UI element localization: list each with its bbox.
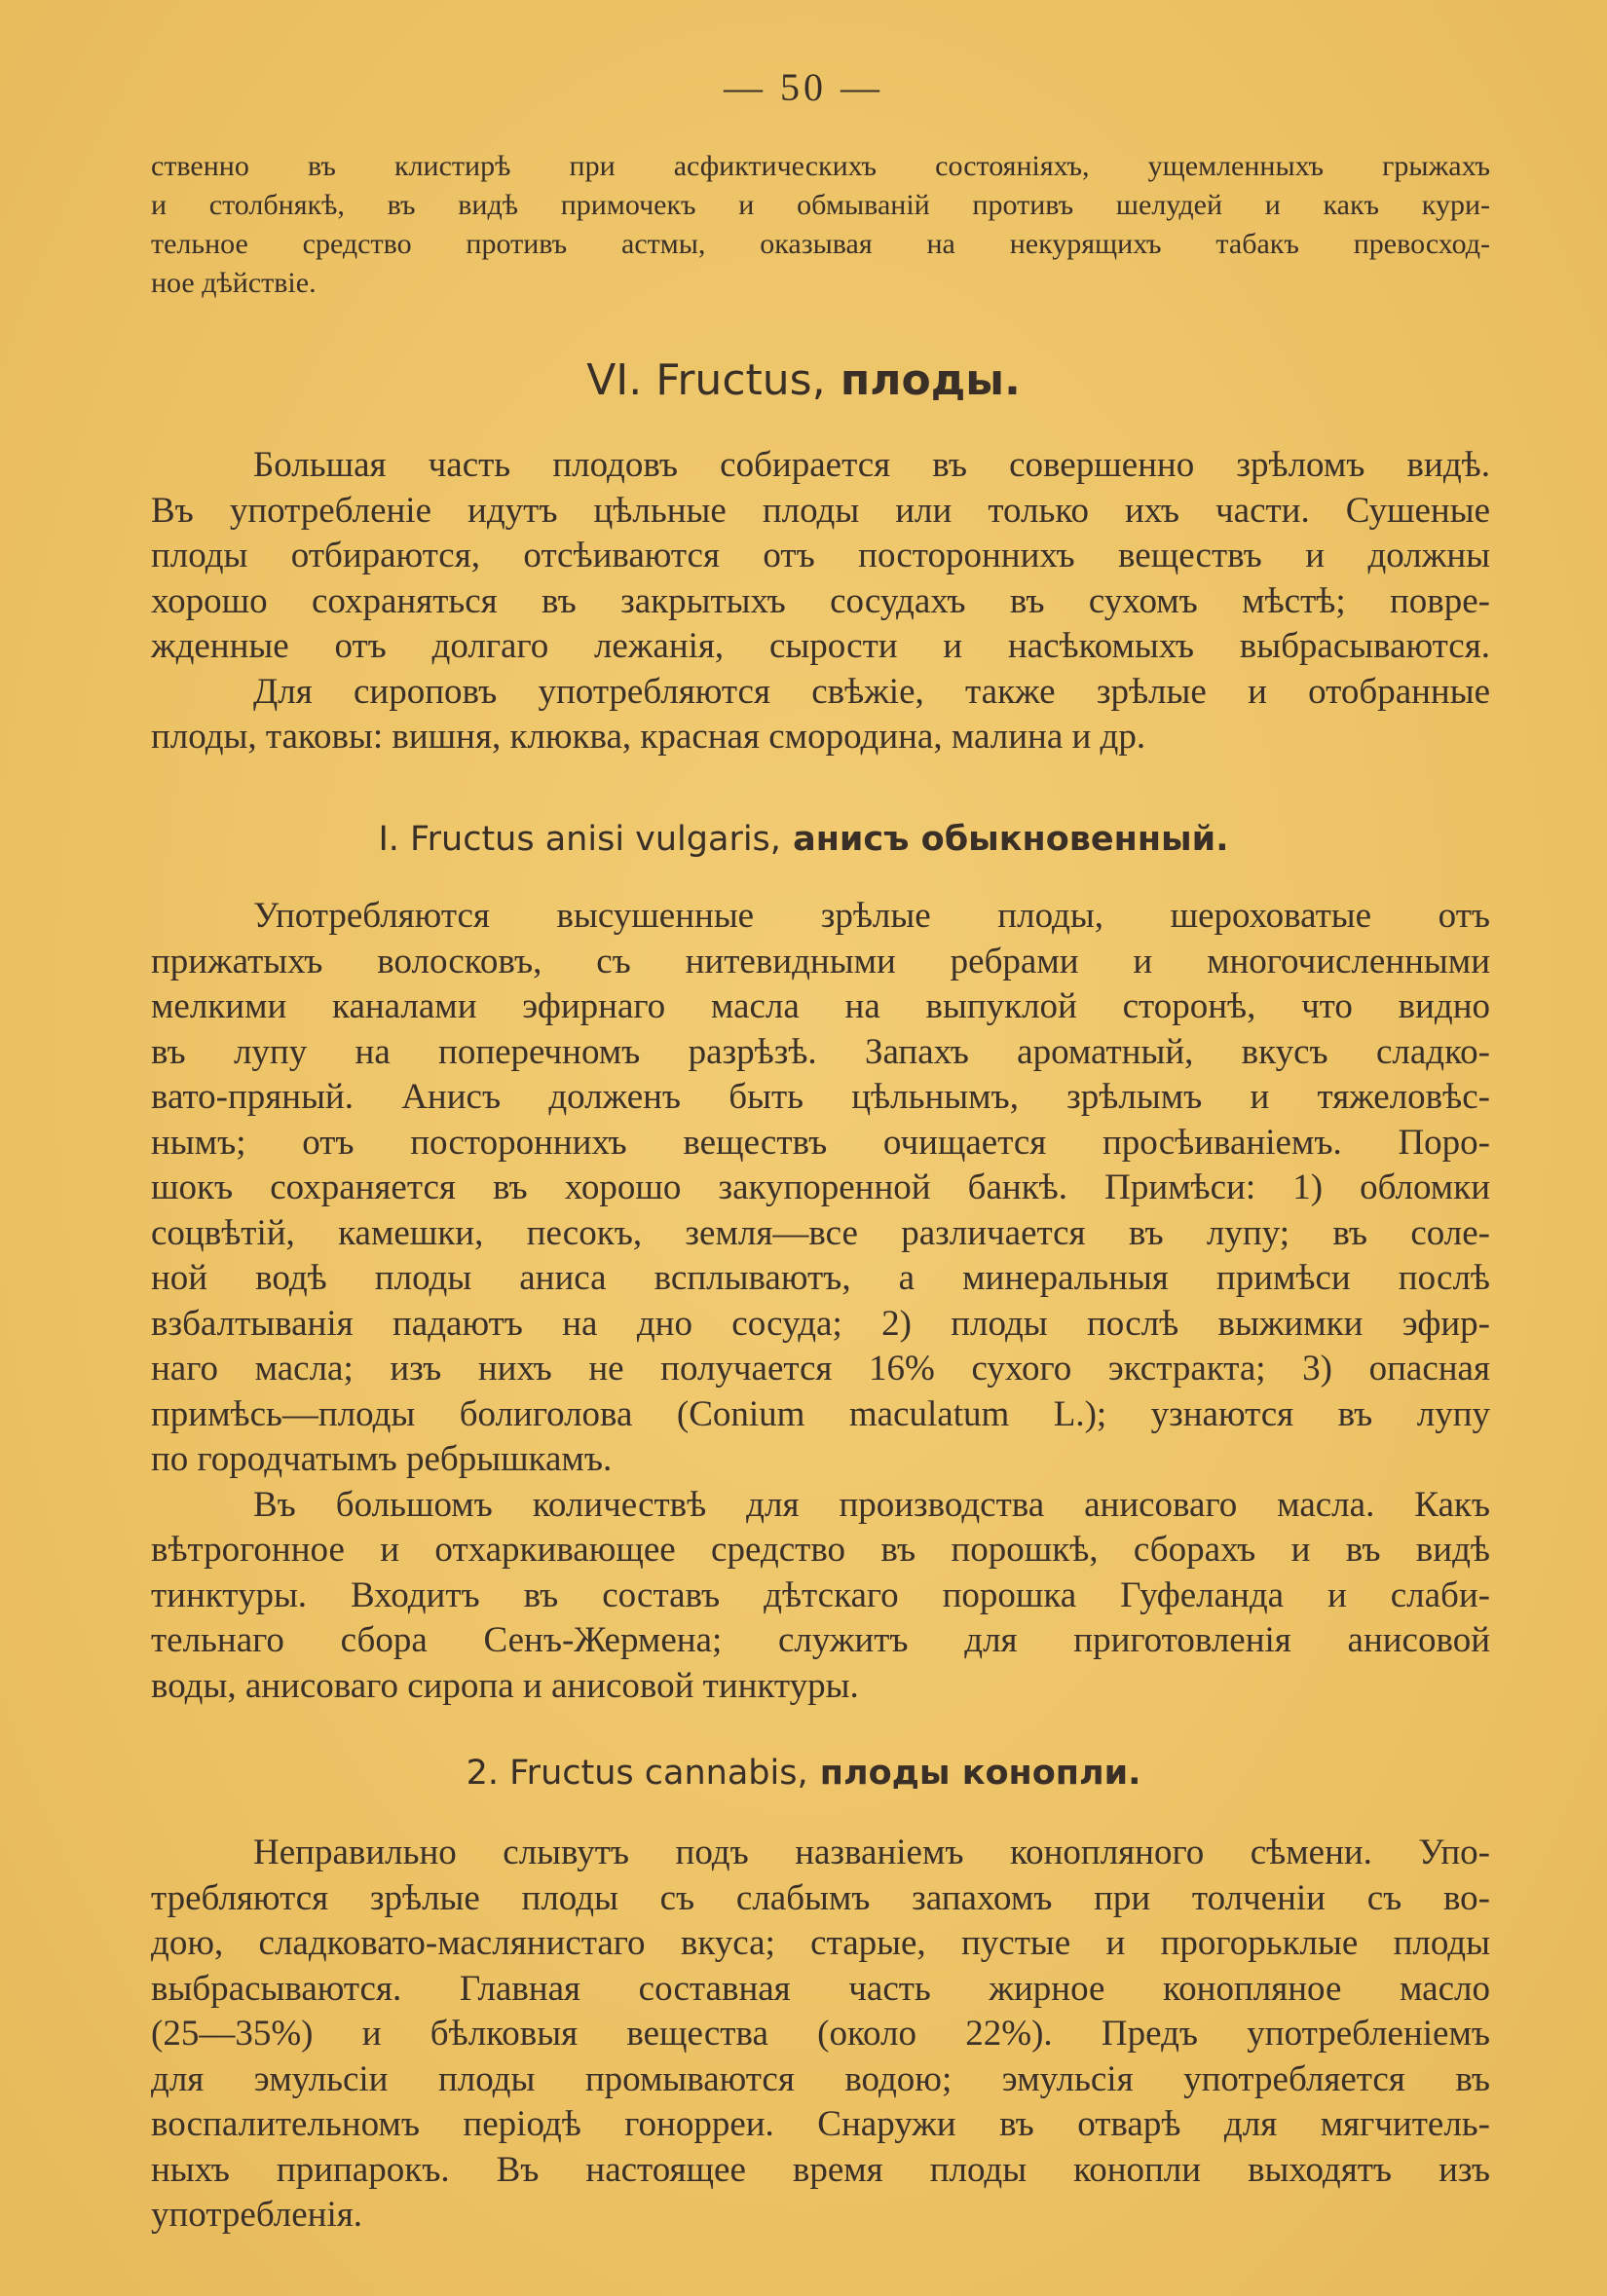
section-intro-line: хорошо сохраняться въ закрытыхъ сосудахъ въ сухомъ мѣстѣ; повре- xyxy=(151,580,1490,621)
section-intro xyxy=(151,443,1490,760)
item1-line: воды, анисоваго сиропа и анисовой тинктуры. xyxy=(151,1665,859,1706)
item1-heading xyxy=(0,820,1607,859)
item1-line: соцвѣтій, камешки, песокъ, земля—все различается въ лупу; въ соле- xyxy=(151,1212,1490,1253)
section-intro-line: Большая часть плодовъ собирается въ совершенно зрѣломъ видѣ. xyxy=(253,445,1490,485)
item2-line: для эмульсіи плоды промываются водою; эмульсія употребляется въ xyxy=(151,2058,1490,2099)
item1-line: вато-пряный. Анисъ долженъ быть цѣльнымъ, зрѣлымъ и тяжеловѣс- xyxy=(151,1077,1490,1117)
item1-line: тельнаго сбора Сенъ-Жермена; служитъ для приготовленія анисовой xyxy=(151,1620,1490,1660)
section-heading xyxy=(0,355,1607,405)
item2-heading-russian: плоды конопли. xyxy=(819,1754,1141,1793)
item1-heading-russian: анисъ обыкновенный. xyxy=(793,820,1229,859)
section-heading-russian: плоды. xyxy=(840,355,1021,405)
item1-line: примѣсь—плоды болиголова (Conium maculatum L.); узнаются въ лупу xyxy=(151,1393,1490,1434)
page-number: — 50 — xyxy=(724,65,883,109)
intro-paragraph xyxy=(151,147,1490,303)
item1-line: Въ большомъ количествѣ для производства анисоваго масла. Какъ xyxy=(253,1484,1490,1525)
intro-line: тельное средство противъ астмы, оказывая на некурящихъ табакъ превосход- xyxy=(151,228,1490,260)
item1-line: нымъ; отъ постороннихъ веществъ очищается просѣиваніемъ. Поро- xyxy=(151,1122,1490,1163)
item2-heading xyxy=(0,1754,1607,1793)
item1-heading-latin: I. Fructus anisi vulgaris, xyxy=(378,820,781,859)
item1-line: тинктуры. Входитъ въ составъ дѣтскаго порошка Гуфеланда и слаби- xyxy=(151,1574,1490,1615)
item1-line: прижатыхъ волосковъ, съ нитевидными ребрами и многочисленными xyxy=(151,941,1490,981)
item1-line: вѣтрогонное и отхаркивающее средство въ порошкѣ, сборахъ и въ видѣ xyxy=(151,1530,1490,1570)
item2-line: воспалительномъ періодѣ гонорреи. Снаружи въ отварѣ для мягчитель- xyxy=(151,2104,1490,2144)
section-intro-line: плоды отбираются, отсѣиваются отъ постороннихъ веществъ и должны xyxy=(151,536,1490,575)
item1-line: наго масла; изъ нихъ не получается 16% сухого экстракта; 3) опасная xyxy=(151,1349,1490,1389)
item1-line: въ лупу на поперечномъ разрѣзѣ. Запахъ ароматный, вкусъ сладко- xyxy=(151,1031,1490,1072)
item1-line: взбалтыванія падаютъ на дно сосуда; 2) плоды послѣ выжимки эфир- xyxy=(151,1303,1490,1344)
item1-line: по городчатымъ ребрышкамъ. xyxy=(151,1439,613,1479)
item2-line: Неправильно слывутъ подъ названіемъ конопляного сѣмени. Упо- xyxy=(253,1833,1490,1872)
item2-line: (25—35%) и бѣлковыя вещества (около 22%). Предъ употребленіемъ xyxy=(151,2014,1490,2054)
item1-text xyxy=(151,894,1490,1709)
intro-line: и столбнякѣ, въ видѣ примочекъ и обмываній противъ шелудей и какъ кури- xyxy=(151,189,1490,221)
section-intro-line: жденные отъ долгаго лежанія, сырости и насѣкомыхъ выбрасываются. xyxy=(151,626,1490,666)
item1-line: шокъ сохраняется въ хорошо закупоренной банкѣ. Примѣси: 1) обломки xyxy=(151,1167,1490,1207)
item2-line: дою, сладковато-маслянистаго вкуса; старые, пустые и прогорьклые плоды xyxy=(151,1923,1490,1963)
item2-heading-latin: 2. Fructus cannabis, xyxy=(466,1754,808,1793)
section-intro-line: Для сироповъ употребляются свѣжіе, также зрѣлые и отобранные xyxy=(253,671,1490,712)
item2-line: выбрасываются. Главная составная часть жирное конопляное масло xyxy=(151,1968,1490,2009)
section-heading-latin: VI. Fructus, xyxy=(586,355,826,405)
intro-line: ное дѣйствіе. xyxy=(151,267,317,299)
item2-line: употребленія. xyxy=(151,2195,362,2235)
item2-text xyxy=(151,1831,1490,2239)
section-intro-line: Въ употребленіе идутъ цѣльные плоды или только ихъ части. Сушеные xyxy=(151,490,1490,531)
intro-line: ственно въ клистирѣ при асфиктическихъ состояніяхъ, ущемленныхъ грыжахъ xyxy=(151,150,1490,182)
item2-line: ныхъ припарокъ. Въ настоящее время плоды конопли выходятъ изъ xyxy=(151,2149,1490,2190)
item1-line: Употребляются высушенные зрѣлые плоды, шероховатые отъ xyxy=(253,896,1490,936)
item1-line: ной водѣ плоды аниса всплываютъ, а минеральныя примѣси послѣ xyxy=(151,1258,1490,1298)
item2-line: требляются зрѣлые плоды съ слабымъ запахомъ при толченіи съ во- xyxy=(151,1877,1490,1918)
section-intro-line: плоды, таковы: вишня, клюква, красная смородина, малина и др. xyxy=(151,717,1146,757)
item1-line: мелкими каналами эфирнаго масла на выпуклой сторонѣ, что видно xyxy=(151,986,1490,1026)
